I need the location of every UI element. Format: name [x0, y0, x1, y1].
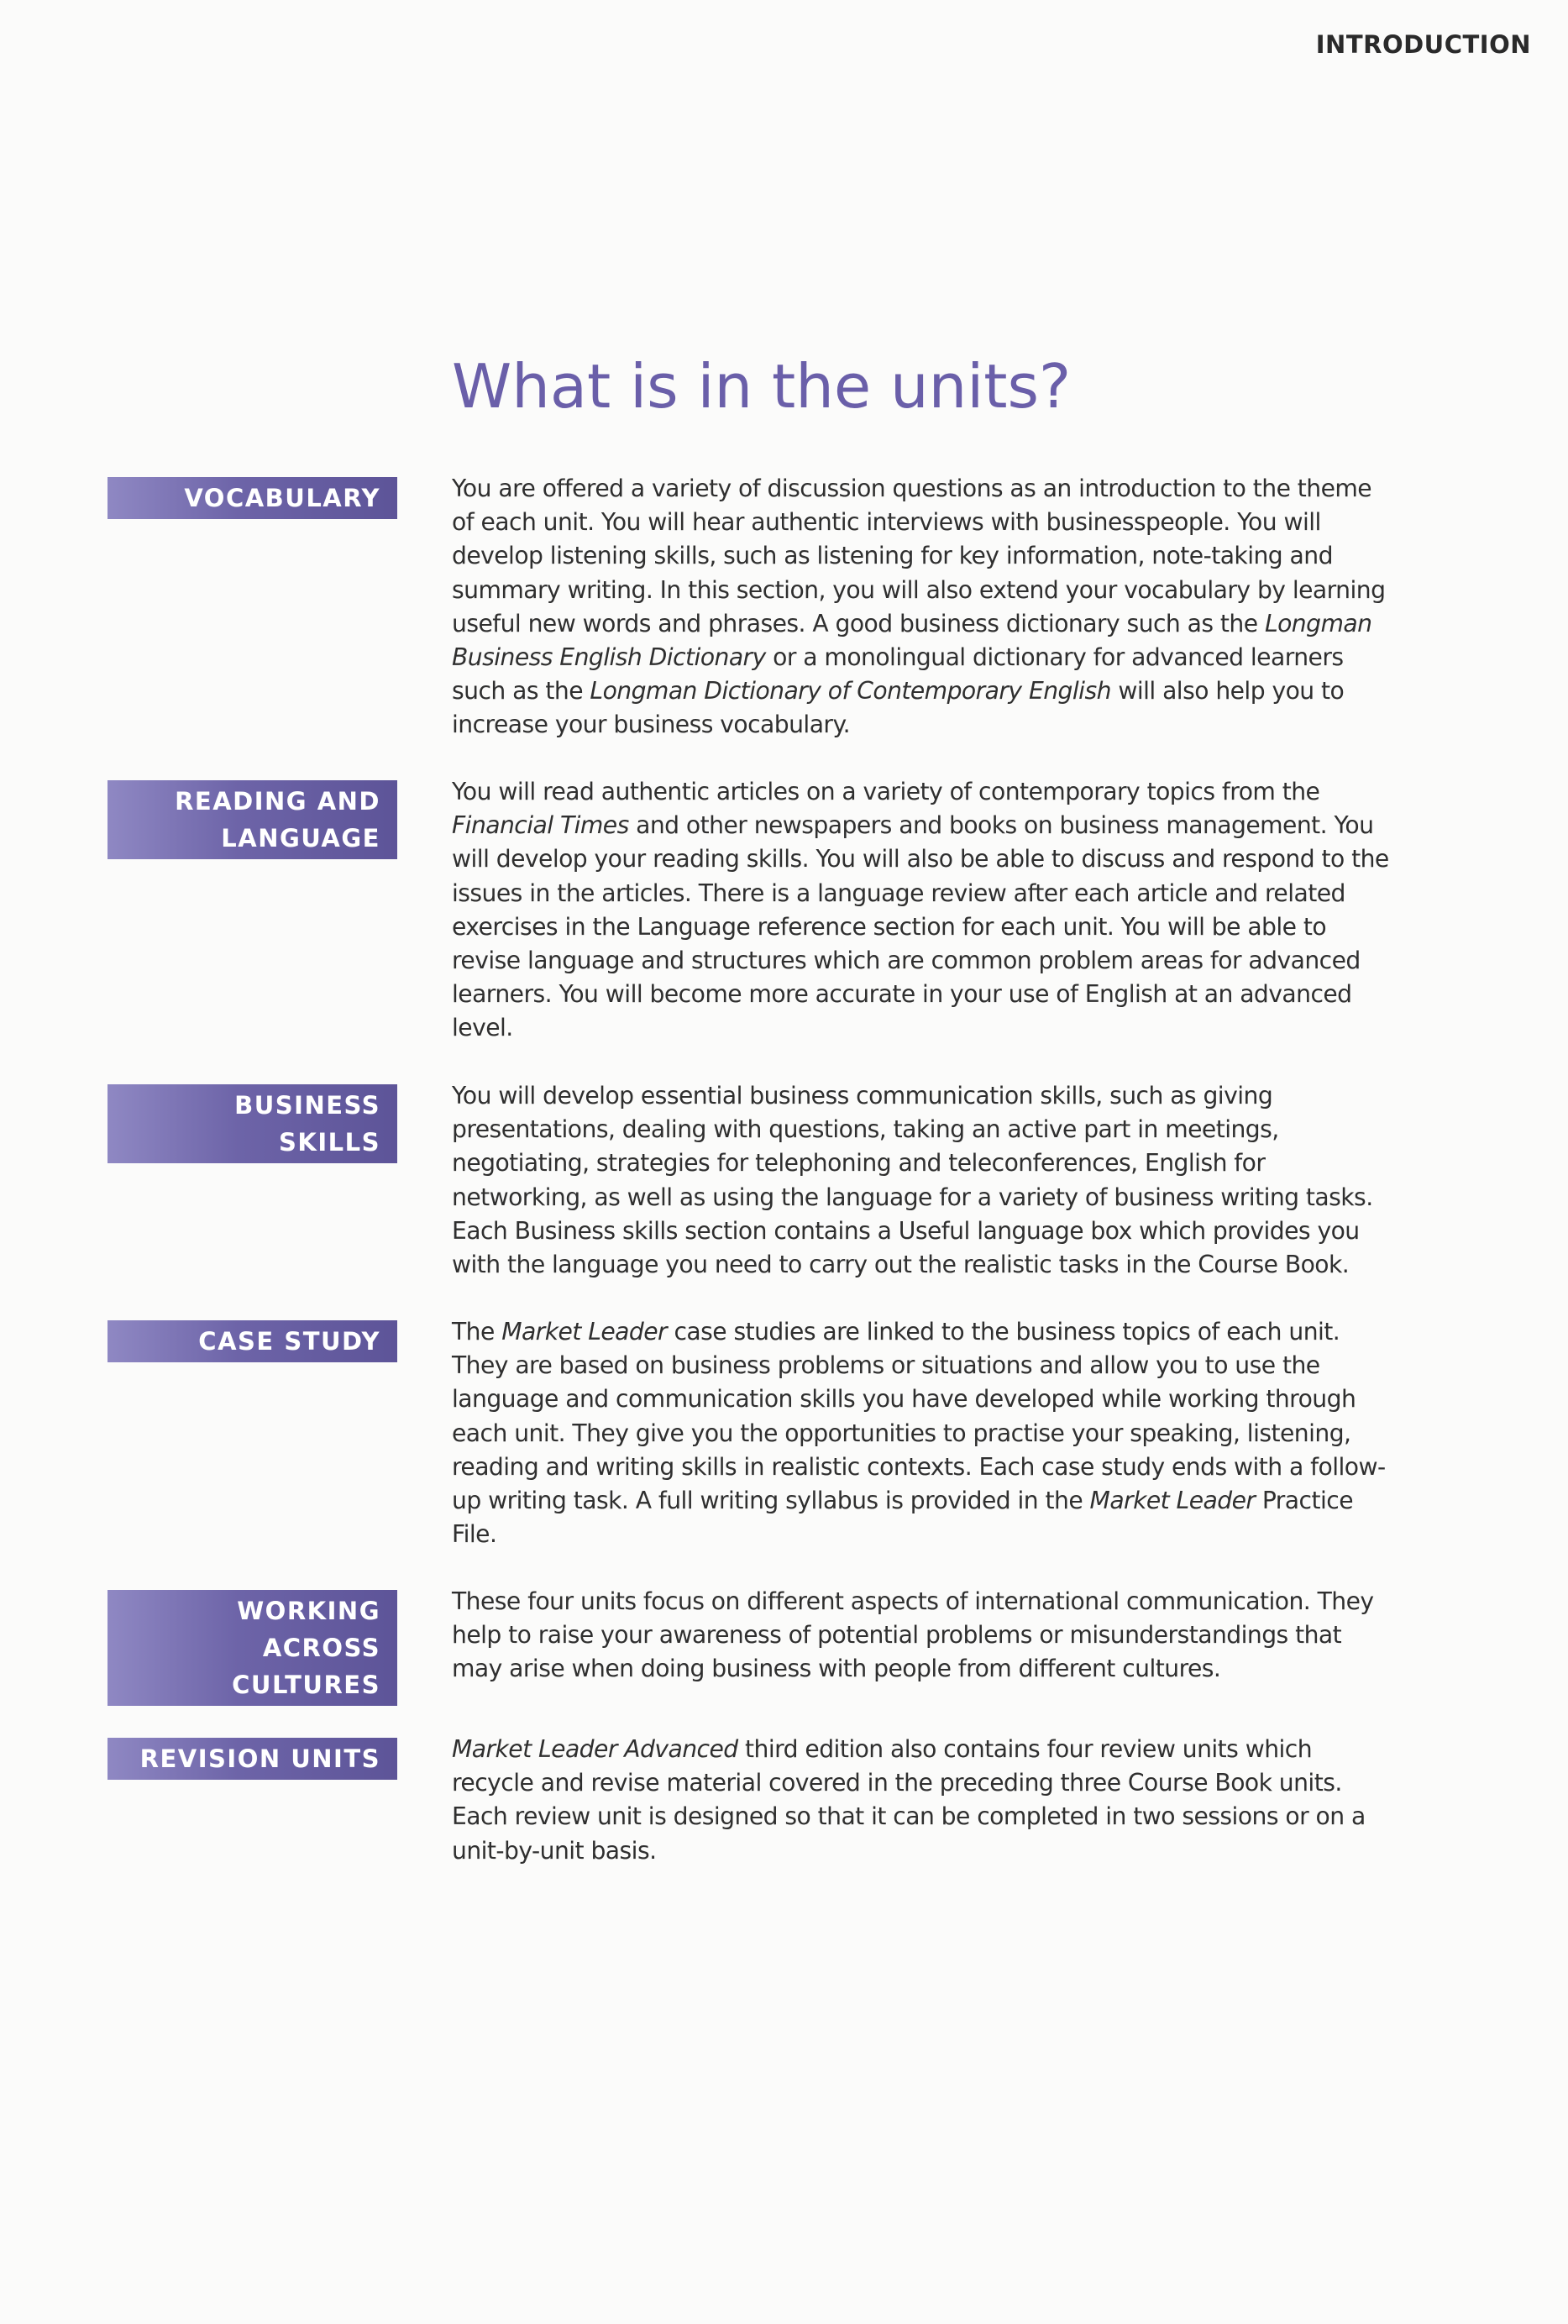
section-text-revision-units [452, 1733, 1392, 1868]
text-run: and other newspapers and books on business management. You will develop your reading skills. You will also be able to discuss and respond to the issues in the articles. There is a language review after each article and related exercises in the Language reference section for each unit. You will be able to revise language and structures which are common problem areas for advanced learners. You will become more accurate in your use of English at an advanced level. [452, 811, 1389, 1042]
section-label-vocabulary [108, 477, 397, 519]
section-text-working-across-cultures [452, 1585, 1392, 1687]
section-label-line: VOCABULARY [184, 484, 380, 512]
section-text-vocabulary [452, 472, 1392, 742]
title-run: Longman Dictionary of Contemporary English [590, 677, 1111, 706]
title-run: Market Leader [1089, 1487, 1256, 1515]
section-label-case-study [108, 1320, 397, 1362]
title-run: Market Leader Advanced [452, 1735, 738, 1763]
section-text-case-study [452, 1315, 1392, 1551]
section-label-line: LANGUAGE [221, 824, 380, 852]
text-run: case studies are linked to the business topics of each unit. They are based on business problems or situations and allow you to use the language and communication skills you have developed while working through each unit. They give you the opportunities to practise your speaking, listening, reading and writing skills in realistic contexts. Each case study ends with a follow-up writing task. A full writing syllabus is provided in the [452, 1318, 1386, 1515]
section-label-reading-and-language [108, 780, 397, 859]
section-label-line: CASE STUDY [198, 1327, 380, 1356]
text-run: These four units focus on different aspects of international communication. They help to raise your awareness of potential problems or misunderstandings that may arise when doing business with people from different cultures. [452, 1587, 1374, 1683]
section-label-revision-units [108, 1738, 397, 1780]
section-text-business-skills [452, 1079, 1392, 1282]
title-run: Financial Times [452, 811, 629, 840]
page-title: What is in the units? [452, 351, 1072, 422]
section-label-line: CULTURES [232, 1671, 380, 1699]
section-label-line: REVISION UNITS [139, 1744, 380, 1773]
section-text-reading-and-language [452, 775, 1392, 1046]
text-run: You are offered a variety of discussion questions as an introduction to the theme of each unit. You will hear authentic interviews with businesspeople. You will develop listening skills, such as listening for key information, note-taking and summary writing. In this section, you will also extend your vocabulary by learning useful new words and phrases. A good business dictionary such as the [452, 475, 1386, 637]
section-label-working-across-cultures [108, 1590, 397, 1706]
running-head: INTRODUCTION [1315, 30, 1531, 59]
text-run: You will read authentic articles on a variety of contemporary topics from the [452, 778, 1320, 805]
title-run: Longman Business English Dictionary [452, 609, 1372, 672]
text-run: will also help you to increase your business vocabulary. [452, 677, 1345, 739]
text-run: or a monolingual dictionary for advanced learners such as the [452, 643, 1344, 706]
text-run: third edition also contains four review units which recycle and revise material covered in the preceding three Course Book units. Each review unit is designed so that it can be completed in two sessions or on a unit-by-unit basis. [452, 1735, 1366, 1865]
title-run: Market Leader [501, 1318, 668, 1346]
text-run: You will develop essential business communication skills, such as giving presentations, dealing with questions, taking an active part in meetings, negotiating, strategies for telephoning and teleconferences, English for networking, as well as using the language for a variety of business writing tasks. Each Business skills section contains a Useful language box which provides you with the language you need to carry out the realistic tasks in the Course Book. [452, 1082, 1373, 1279]
section-label-line: WORKING ACROSS [237, 1597, 380, 1662]
text-run: The [452, 1318, 502, 1346]
section-label-business-skills [108, 1084, 397, 1163]
section-label-line: BUSINESS SKILLS [234, 1091, 380, 1157]
text-run: Practice File. [452, 1487, 1354, 1549]
section-label-line: READING AND [175, 787, 380, 816]
